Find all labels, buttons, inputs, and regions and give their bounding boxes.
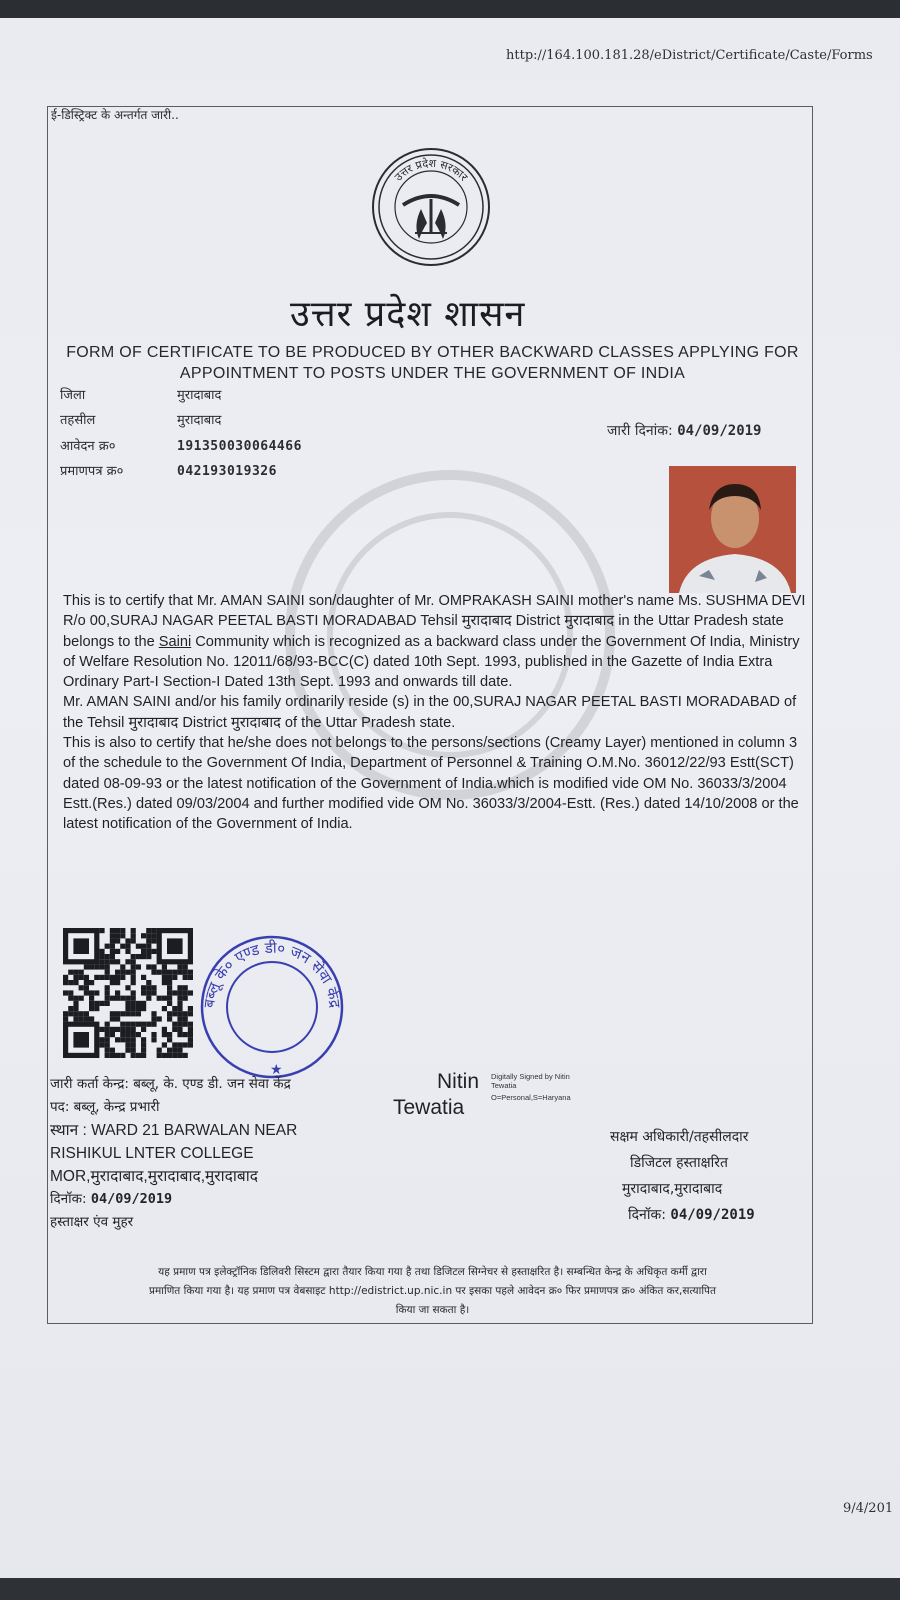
officer-place: मुरादाबाद,मुरादाबाद — [622, 1181, 723, 1197]
officer-block — [610, 1124, 755, 1228]
signature-line-3: O=Personal,S=Haryana — [491, 1093, 571, 1102]
district-value: मुरादाबाद — [177, 388, 222, 403]
form-title: FORM OF CERTIFICATE TO BE PRODUCED BY OTHER BACKWARD CLASSES APPLYING FOR APPOINTMENT TO POSTS UNDER THE GOVERNMENT OF INDIA — [66, 344, 799, 382]
footer-note-line-2: प्रमाणित किया गया है। यह प्रमाण पत्र वेबसाइट http://edistrict.up.nic.in पर इसका पहले आवेदन क्र० फिर प्रमाणपत्र क्र० अंकित कर,सत्यापित — [149, 1285, 716, 1297]
applicant-photo-image — [669, 466, 796, 593]
photo-top-edge — [0, 0, 900, 18]
community-name: Saini — [158, 633, 192, 650]
officer-date — [610, 1202, 755, 1228]
issuer-centre: जारी कर्ता केन्द्र: बब्लू, के. एण्ड डी. जन सेवा केंद्र — [50, 1076, 291, 1092]
issuer-place-line-2: RISHIKUL LNTER COLLEGE — [50, 1145, 254, 1162]
svg-text:★: ★ — [270, 1062, 283, 1078]
application-row — [60, 436, 302, 454]
issuer-block — [50, 1073, 297, 1234]
signer-first-name: Nitin — [437, 1070, 480, 1093]
officer-title: सक्षम अधिकारी/तहसीलदार — [610, 1129, 749, 1145]
issue-date-label: जारी दिनांक: — [607, 423, 673, 439]
footer-note — [60, 1263, 805, 1320]
footer-note-line-1: यह प्रमाण पत्र इलेक्ट्रॉनिक डिलिवरी सिस्टम द्वारा तैयार किया गया है तथा डिजिटल सिग्नेचर से हस्ताक्षरित है। सम्बन्धित केन्द्र के अधिकृत कर्मी द्वारा — [158, 1266, 707, 1278]
footer-note-line-3: किया जा सकता है। — [395, 1304, 470, 1316]
print-date: 9/4/201 — [843, 1501, 894, 1516]
body-paragraph-2: Mr. AMAN SAINI and/or his family ordinarily reside (s) in the 00,SURAJ NAGAR PEETAL BASTI MORADABAD of the Tehsil मुरादाबाद District मुरादाबाद of the Uttar Pradesh state. — [63, 694, 797, 731]
issuer-place-line-1: स्थान : WARD 21 BARWALAN NEAR — [50, 1122, 298, 1139]
district-row — [60, 385, 221, 403]
issuer-date — [50, 1188, 297, 1211]
signature-line-2: Tewatia — [491, 1081, 517, 1090]
certificate-body — [63, 591, 808, 835]
officer-date-value: 04/09/2019 — [670, 1207, 755, 1223]
issued-under-note: ई-डिस्ट्रिक्ट के अन्तर्गत जारी.. — [51, 108, 179, 122]
certificate-number: 042193019326 — [177, 464, 277, 479]
issue-date — [607, 421, 762, 440]
officer-sign: डिजिटल हस्ताक्षरित — [630, 1155, 728, 1171]
issuer-post: पद: बब्लू, केन्द्र प्रभारी — [50, 1099, 160, 1115]
photo-bottom-edge — [0, 1578, 900, 1600]
tehsil-label: तहसील — [60, 413, 96, 428]
certificate-label: प्रमाणपत्र क्र० — [60, 464, 124, 479]
body-paragraph-1-end: Community which is recognized as a backward class under the Government Of India, Ministry of Welfare Resolution No. 12011/68/93-BCC(C) dated 10th Sept. 1993, published in the Gazette of India Extra Ordinary Part-I Section-I Dated 13th Sept. 1993 and onwards till date. — [63, 633, 800, 691]
issuer-place-line-3: MOR,मुरादाबाद,मुरादाबाद,मुरादाबाद — [50, 1168, 258, 1185]
page-url: http://164.100.181.28/eDistrict/Certificate/Caste/Forms — [506, 48, 873, 63]
application-label: आवेदन क्र० — [60, 439, 116, 454]
body-paragraph-3: This is also to certify that he/she does not belongs to the persons/sections (Creamy Layer) mentioned in column 3 of the schedule to the Government Of India, Department of Personnel & Training O.M.No. 36012/22/93 Estt(SCT) dated 08-09-93 or the latest notification of the Government of India.which is modified vide OM No. 36033/3/2004 Estt.(Res.) dated 09/03/2004 and further modified vide OM No. 36033/3/2004-Estt. (Res.) dated 14/10/2008 or the latest notification of the Government of India. — [63, 735, 799, 833]
district-label: जिला — [60, 388, 86, 403]
body-paragraph-1 — [63, 591, 808, 692]
government-title: उत्तर प्रदेश शासन — [290, 294, 526, 335]
qr-code — [63, 928, 193, 1058]
officer-date-label: दिनॉक: — [628, 1207, 666, 1223]
seal-stamp — [190, 932, 360, 1082]
seal-stamp-text: बब्लू के० एण्ड डी० जन सेवा केंद्र — [199, 938, 344, 1009]
applicant-photo — [669, 466, 796, 593]
tehsil-value: मुरादाबाद — [177, 413, 222, 428]
issuer-sign-label: हस्ताक्षर एंव मुहर — [50, 1214, 134, 1230]
certificate-row — [60, 461, 277, 479]
tehsil-row — [60, 410, 221, 428]
issuer-date-value: 04/09/2019 — [90, 1191, 173, 1207]
signature-line-1: Digitally Signed by Nitin — [491, 1072, 570, 1081]
emblem-text: उत्तर प्रदेश सरकार — [391, 156, 471, 184]
body-paragraph-1-start: This is to certify that Mr. AMAN SAINI son/daughter of Mr. OMPRAKASH SAINI mother's name Ms. SUSHMA DEVI R/o 00,SURAJ NAGAR PEETAL BASTI MORADABAD Tehsil मुरादाबाद District मुरादाबाद in the Uttar Pradesh state belongs to the — [63, 593, 806, 650]
issue-date-value: 04/09/2019 — [677, 423, 762, 439]
signer-last-name: Tewatia — [393, 1096, 465, 1119]
up-emblem-icon — [371, 147, 491, 267]
issuer-date-label: दिनॉक: — [50, 1191, 87, 1207]
svg-text:बब्लू के० एण्ड डी० जन सेवा कें — [200, 939, 344, 1010]
application-number: 191350030064466 — [177, 439, 302, 454]
